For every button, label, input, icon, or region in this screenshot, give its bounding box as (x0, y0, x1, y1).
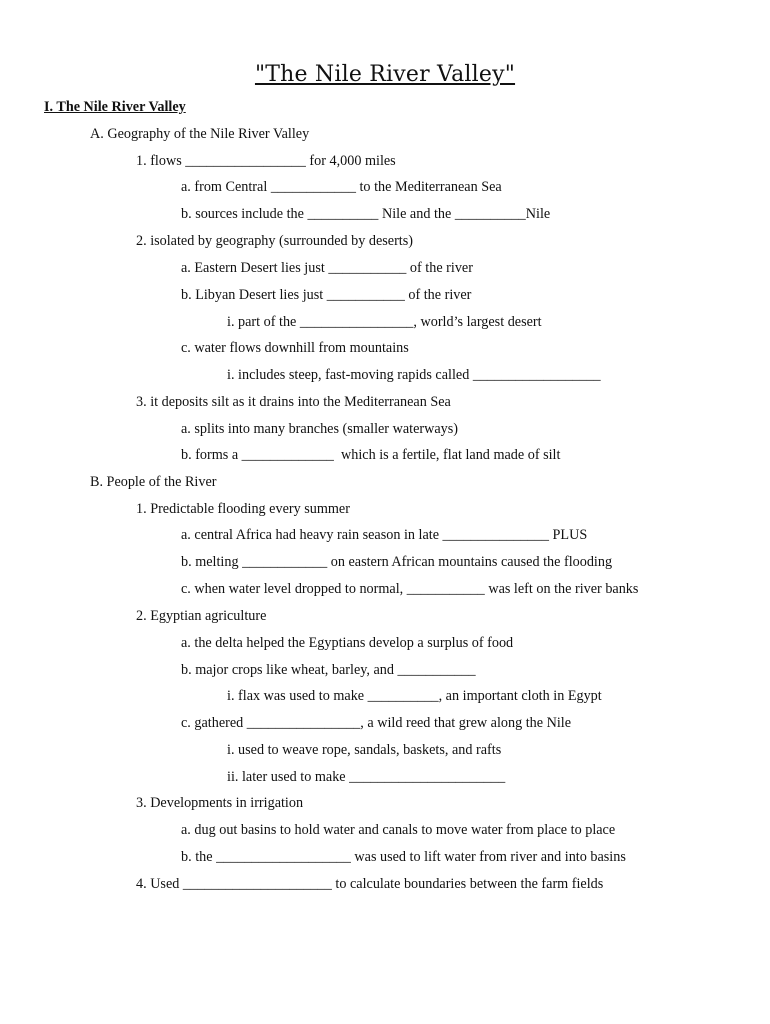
section-heading: I. The Nile River Valley (44, 99, 186, 115)
outline-item: c. gathered ________________, a wild reed that grew along the Nile (181, 715, 572, 731)
outline-item: a. the delta helped the Egyptians develop a surplus of food (181, 635, 514, 651)
outline-item: 1. flows _________________ for 4,000 miles (136, 153, 396, 169)
outline-item: b. melting ____________ on eastern African mountains caused the flooding (181, 554, 613, 570)
outline-item: a. central Africa had heavy rain season in late _______________ PLUS (181, 527, 588, 543)
outline-item: c. when water level dropped to normal, ___________ was left on the river banks (181, 581, 639, 597)
outline-item: B. People of the River (90, 474, 217, 490)
outline-item: a. from Central ____________ to the Mediterranean Sea (181, 179, 502, 195)
outline-item: a. dug out basins to hold water and canals to move water from place to place (181, 822, 616, 838)
outline-item: a. Eastern Desert lies just ___________ of the river (181, 260, 473, 276)
outline-item: b. forms a _____________ which is a fertile, flat land made of silt (181, 447, 561, 463)
outline-item: b. major crops like wheat, barley, and ___________ (181, 662, 476, 678)
outline-item: b. the ___________________ was used to lift water from river and into basins (181, 849, 626, 865)
outline-item: c. water flows downhill from mountains (181, 340, 409, 356)
worksheet-title: "The Nile River Valley" (254, 62, 516, 87)
outline-item: i. includes steep, fast-moving rapids called __________________ (227, 367, 601, 383)
outline-item: 4. Used _____________________ to calculate boundaries between the farm fields (136, 876, 604, 892)
outline-item: 2. Egyptian agriculture (136, 608, 267, 624)
outline-item: 1. Predictable flooding every summer (136, 501, 350, 517)
outline-item: b. Libyan Desert lies just ___________ of the river (181, 287, 472, 303)
outline-item: 3. it deposits silt as it drains into the Mediterranean Sea (136, 394, 451, 410)
outline-item: i. used to weave rope, sandals, baskets, and rafts (227, 742, 502, 758)
outline-item: a. splits into many branches (smaller waterways) (181, 421, 458, 437)
outline-item: 3. Developments in irrigation (136, 795, 304, 811)
outline-item: ii. later used to make ______________________ (227, 769, 506, 785)
outline-item: i. flax was used to make __________, an important cloth in Egypt (227, 688, 602, 704)
outline-item: b. sources include the __________ Nile and the __________Nile (181, 206, 551, 222)
outline-item: A. Geography of the Nile River Valley (90, 126, 310, 142)
outline-item: i. part of the ________________, world’s largest desert (227, 314, 542, 330)
outline-item: 2. isolated by geography (surrounded by deserts) (136, 233, 413, 249)
